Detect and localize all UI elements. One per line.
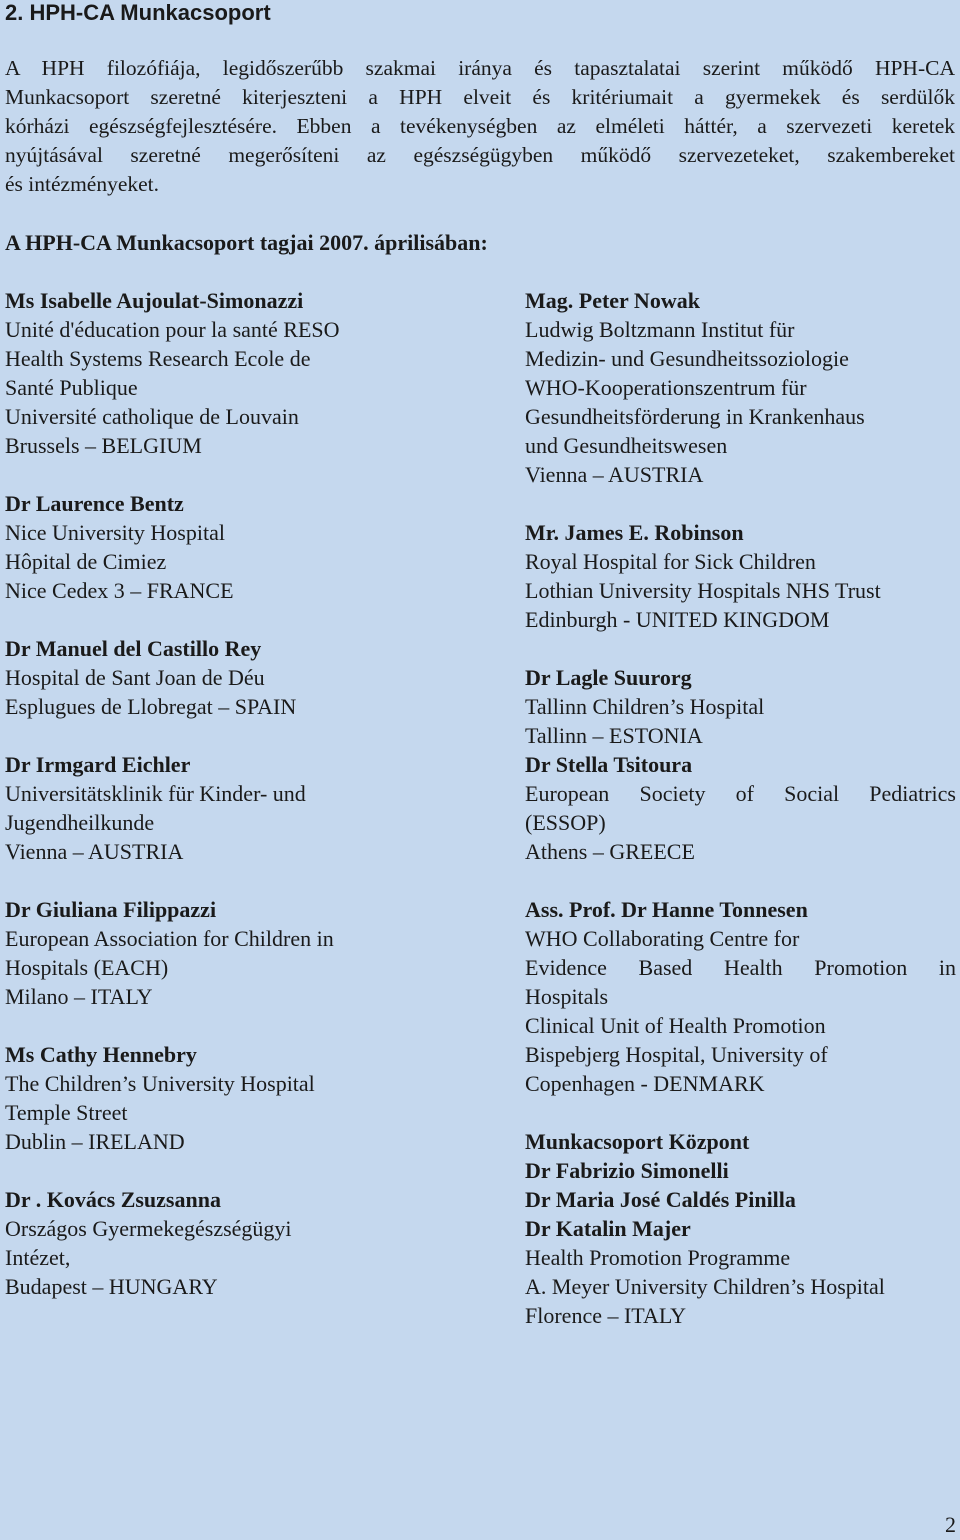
member-affiliation: Clinical Unit of Health Promotion bbox=[525, 1013, 826, 1038]
member-affiliation: Gesundheitsförderung in Krankenhaus bbox=[525, 404, 865, 429]
member-affiliation: Evidence Based Health Promotion in bbox=[525, 955, 956, 980]
member-affiliation: Jugendheilkunde bbox=[5, 810, 155, 835]
member-affiliation: Nice University Hospital bbox=[5, 520, 225, 545]
member-name: Dr Stella Tsitoura bbox=[525, 752, 693, 777]
member-location: Florence – ITALY bbox=[525, 1303, 686, 1328]
member-affiliation: Hôpital de Cimiez bbox=[5, 549, 167, 574]
member-affiliation: Medizin- und Gesundheitssoziologie bbox=[525, 346, 849, 371]
member-entry bbox=[525, 750, 956, 866]
member-entry bbox=[5, 1185, 475, 1301]
member-affiliation: Temple Street bbox=[5, 1100, 128, 1125]
coordination-center-entry bbox=[525, 1127, 956, 1330]
member-name: Dr Fabrizio Simonelli bbox=[525, 1158, 729, 1183]
members-right-column bbox=[525, 286, 956, 1330]
member-location: Milano – ITALY bbox=[5, 984, 153, 1009]
member-name: Ms Isabelle Aujoulat-Simonazzi bbox=[5, 288, 304, 313]
member-affiliation: The Children’s University Hospital bbox=[5, 1071, 315, 1096]
member-affiliation: Lothian University Hospitals NHS Trust bbox=[525, 578, 881, 603]
member-location: Esplugues de Llobregat – SPAIN bbox=[5, 694, 297, 719]
member-location: Tallinn – ESTONIA bbox=[525, 723, 703, 748]
intro-line: nyújtásával szeretné megerősíteni az egészségügyben működő szervezeteket, szakembereket bbox=[5, 143, 955, 167]
member-location: Athens – GREECE bbox=[525, 839, 695, 864]
member-name: Dr Laurence Bentz bbox=[5, 491, 184, 516]
member-affiliation: Health Promotion Programme bbox=[525, 1245, 791, 1270]
member-affiliation: Health Systems Research Ecole de bbox=[5, 346, 311, 371]
member-affiliation: Universitätsklinik für Kinder- und bbox=[5, 781, 306, 806]
member-affiliation: Royal Hospital for Sick Children bbox=[525, 549, 816, 574]
intro-line: Munkacsoport szeretné kiterjeszteni a HPH elveit és kritériumait a gyermekek és serdülők bbox=[5, 85, 955, 109]
member-name: Dr Irmgard Eichler bbox=[5, 752, 191, 777]
member-name: Dr Maria José Caldés Pinilla bbox=[525, 1187, 796, 1212]
members-left-column bbox=[5, 286, 475, 1301]
member-affiliation: Unité d'éducation pour la santé RESO bbox=[5, 317, 340, 342]
member-entry bbox=[5, 634, 475, 721]
member-affiliation: Ludwig Boltzmann Institut für bbox=[525, 317, 795, 342]
member-location: Budapest – HUNGARY bbox=[5, 1274, 218, 1299]
member-affiliation: A. Meyer University Children’s Hospital bbox=[525, 1274, 885, 1299]
member-entry bbox=[5, 1040, 475, 1156]
member-entry bbox=[525, 286, 956, 489]
members-heading: A HPH-CA Munkacsoport tagjai 2007. áprilisában: bbox=[5, 230, 488, 255]
intro-line: és intézményeket. bbox=[5, 172, 160, 196]
member-entry bbox=[525, 518, 956, 634]
member-entry bbox=[525, 895, 956, 1098]
member-name: Dr Katalin Majer bbox=[525, 1216, 691, 1241]
page-number: 2 bbox=[945, 1512, 956, 1537]
member-name: Dr Manuel del Castillo Rey bbox=[5, 636, 262, 661]
center-title: Munkacsoport Központ bbox=[525, 1129, 750, 1154]
member-name: Ms Cathy Hennebry bbox=[5, 1042, 197, 1067]
member-entry bbox=[5, 750, 475, 866]
member-affiliation: Hospitals (EACH) bbox=[5, 955, 169, 980]
member-name: Ass. Prof. Dr Hanne Tonnesen bbox=[525, 897, 808, 922]
member-entry bbox=[525, 663, 956, 750]
member-entry bbox=[5, 489, 475, 605]
member-location: Edinburgh - UNITED KINGDOM bbox=[525, 607, 830, 632]
member-location: Copenhagen - DENMARK bbox=[525, 1071, 765, 1096]
member-affiliation: Université catholique de Louvain bbox=[5, 404, 299, 429]
member-location: Vienna – AUSTRIA bbox=[5, 839, 184, 864]
member-affiliation: Hospitals bbox=[525, 984, 609, 1009]
member-location: Vienna – AUSTRIA bbox=[525, 462, 704, 487]
member-affiliation: European Association for Children in bbox=[5, 926, 334, 951]
member-name: Dr . Kovács Zsuzsanna bbox=[5, 1187, 221, 1212]
member-location: Brussels – BELGIUM bbox=[5, 433, 202, 458]
member-entry bbox=[5, 895, 475, 1011]
member-entry bbox=[5, 286, 475, 460]
member-affiliation: WHO-Kooperationszentrum für bbox=[525, 375, 807, 400]
section-heading: 2. HPH-CA Munkacsoport bbox=[5, 0, 271, 25]
member-affiliation: Tallinn Children’s Hospital bbox=[525, 694, 765, 719]
member-name: Dr Lagle Suurorg bbox=[525, 665, 692, 690]
member-affiliation: Országos Gyermekegészségügyi bbox=[5, 1216, 292, 1241]
member-name: Mag. Peter Nowak bbox=[525, 288, 700, 313]
member-affiliation: European Society of Social Pediatrics bbox=[525, 781, 956, 806]
intro-paragraph bbox=[5, 54, 955, 199]
member-affiliation: Hospital de Sant Joan de Déu bbox=[5, 665, 265, 690]
member-location: Dublin – IRELAND bbox=[5, 1129, 185, 1154]
member-name: Dr Giuliana Filippazzi bbox=[5, 897, 217, 922]
member-affiliation: und Gesundheitswesen bbox=[525, 433, 728, 458]
intro-line: A HPH filozófiája, legidőszerűbb szakmai iránya és tapasztalatai szerint működő HPH-CA bbox=[5, 56, 955, 80]
member-affiliation: Santé Publique bbox=[5, 375, 138, 400]
member-affiliation: Bispebjerg Hospital, University of bbox=[525, 1042, 828, 1067]
member-location: Nice Cedex 3 – FRANCE bbox=[5, 578, 234, 603]
member-affiliation: Intézet, bbox=[5, 1245, 71, 1270]
intro-line: kórházi egészségfejlesztésére. Ebben a tevékenységben az elméleti háttér, a szervezeti keretek bbox=[5, 114, 955, 138]
member-name: Mr. James E. Robinson bbox=[525, 520, 744, 545]
member-affiliation: (ESSOP) bbox=[525, 810, 606, 835]
member-affiliation: WHO Collaborating Centre for bbox=[525, 926, 800, 951]
